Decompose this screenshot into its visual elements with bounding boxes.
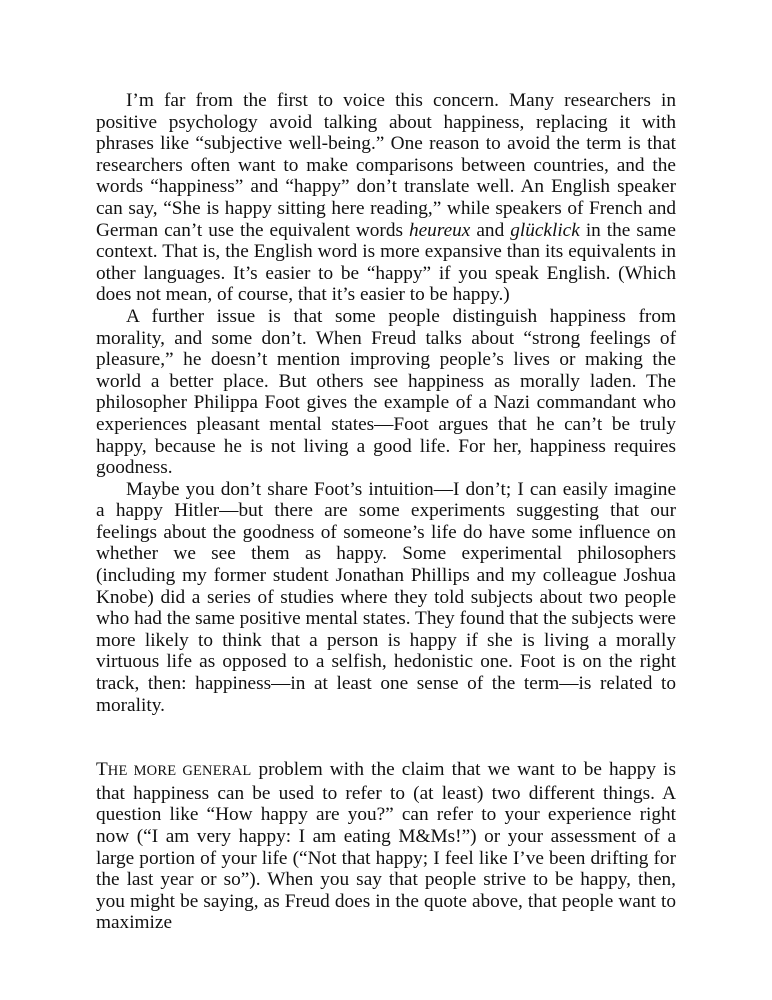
book-page — [96, 90, 676, 934]
paragraph-4-text: problem with the claim that we want to be happy is that happiness can be used to refer to (at least) two different things. A question like “How happy are you?” can refer to your experience right now (“I am very happy: I am eating M&Ms!”) or your assessment of a large portion of your life (“Not that happy; I feel like I’ve been drifting for the last year or so”). When you say that people strive to be happy, then, you might be saying, as Freud does in the quote above, that people want to maximize — [96, 759, 676, 934]
paragraph-1-text: I’m far from the first to voice this concern. Many researchers in positive psychology avoid talking about happiness, replacing it with phrases like “subjective well-being.” One reason to avoid the term is that researchers often want to make comparisons between countries, and the words “happiness” and “happy” don’t translate well. An English speaker can say, “She is happy sitting here reading,” while speakers of French and German can’t use the equivalent words — [96, 90, 676, 241]
paragraph-1 — [96, 90, 676, 306]
italic-word-glucklick: glücklick — [510, 219, 580, 241]
section-break — [96, 716, 676, 759]
paragraph-2 — [96, 306, 676, 479]
paragraph-3 — [96, 479, 676, 717]
section-lead-letter: T — [96, 759, 108, 781]
paragraph-1-tail: in the same context. That is, the English word is more expansive than its equivalents in other languages. It’s easier to be “happy” if you speak English. (Which does not mean, of course, that it’s easier to be happy.) — [96, 219, 676, 306]
paragraph-4 — [96, 759, 676, 934]
paragraph-1-connector: and — [470, 219, 511, 241]
section-lead-smallcaps: HE MORE GENERAL — [107, 763, 252, 780]
paragraph-2-text: A further issue is that some people distinguish happiness from morality, and some don’t. When Freud talks about “strong feelings of pleasure,” he doesn’t mention improving people’s lives or making the world a better place. But others see happiness as morally laden. The philosopher Philippa Foot gives the example of a Nazi commandant who experiences pleasant mental states—Foot argues that he can’t be truly happy, because he is not living a good life. For her, happiness requires goodness. — [96, 305, 676, 479]
paragraph-3-text: Maybe you don’t share Foot’s intuition—I don’t; I can easily imagine a happy Hitler—but there are some experiments suggesting that our feelings about the goodness of someone’s life do have some influence on whether we see them as happy. Some experimental philosophers (including my former student Jonathan Phillips and my colleague Joshua Knobe) did a series of studies where they told subjects about two people who had the same positive mental states. They found that the subjects were more likely to think that a person is happy if she is living a morally virtuous life as opposed to a selfish, hedonistic one. Foot is on the right track, then: happiness—in at least one sense of the term—is related to morality. — [96, 478, 676, 716]
italic-word-heureux: heureux — [408, 219, 471, 241]
